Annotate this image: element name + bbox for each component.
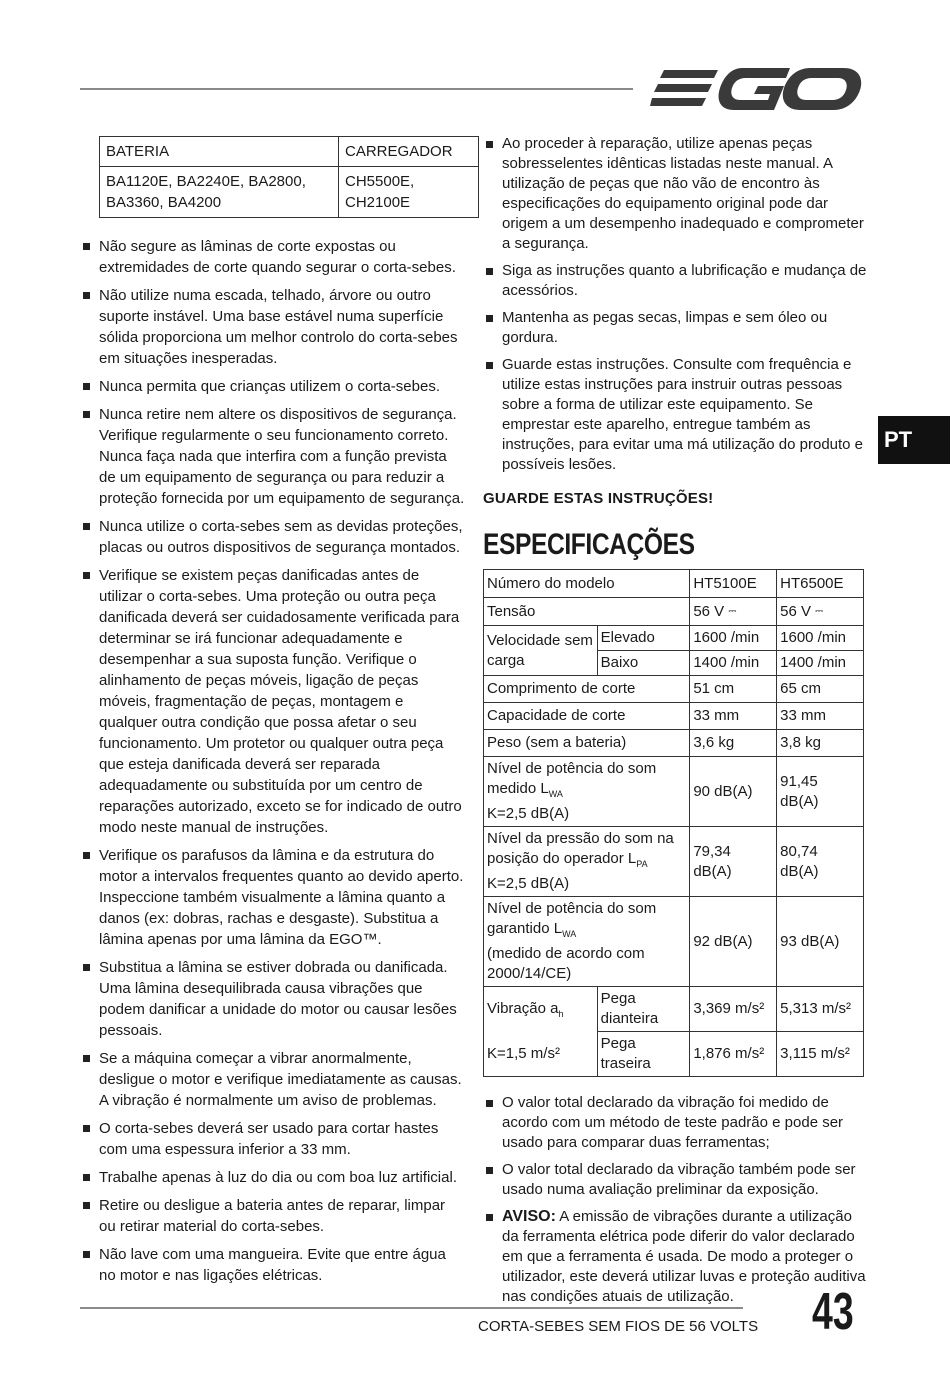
spec-value: HT6500E bbox=[777, 570, 864, 598]
spec-label bbox=[484, 987, 598, 1077]
battery-models: BA1120E, BA2240E, BA2800, BA3360, BA4200 bbox=[100, 167, 339, 218]
voltage-value: 56 V bbox=[693, 602, 725, 620]
spec-value: 79,34 dB(A) bbox=[690, 827, 777, 897]
charger-header: CARREGADOR bbox=[339, 137, 479, 167]
spec-value: 92 dB(A) bbox=[690, 897, 777, 987]
spec-sublabel: Pega dianteira bbox=[597, 987, 690, 1032]
voltage-value: 56 V bbox=[780, 602, 811, 620]
spec-value: 1600 /min bbox=[690, 626, 777, 651]
list-item: Nunca permita que crianças utilizem o corta-sebes. bbox=[80, 376, 465, 397]
spec-value: 1400 /min bbox=[777, 651, 864, 676]
list-item: Verifique se existem peças danificadas antes de utilizar o corta-sebes. Uma proteção ou outra peça danificada deverá ser cuidadosamente verificada para determinar se irá funcionar adequadamente e desempenhar a sua suposta função. Verifique o alinhamento de peças móveis, ligação de peças móveis, fragmentação de peças, montagem e qualquer outra condição que possa afetar o seu funcionamento. Um protetor ou qualquer outra peça que esteja danificada deverá ser reparada adequadamente ou substituída por um centro de reparações autorizado, exceto se for indicado de outro modo neste manual de instruções. bbox=[80, 565, 465, 838]
label-text: Vibração a bbox=[487, 1000, 559, 1017]
save-instructions-heading: GUARDE ESTAS INSTRUÇÕES! bbox=[483, 490, 714, 507]
spec-value: 93 dB(A) bbox=[777, 897, 864, 987]
list-item: Ao proceder à reparação, utilize apenas peças sobresselentes idênticas listadas neste manual. A utilização de peças que não vão de encontro às especificações do equipamento original pode dar origem a um desempenho inadequado e comprometer a segurança. bbox=[483, 134, 868, 254]
spec-value: 3,369 m/s² bbox=[690, 987, 777, 1032]
spec-value: 1600 /min bbox=[777, 626, 864, 651]
list-item: Não lave com uma mangueira. Evite que entre água no motor e nas ligações elétricas. bbox=[80, 1244, 465, 1286]
list-item: Nunca retire nem altere os dispositivos de segurança. Verifique regularmente o seu funcionamento correto. Nunca faça nada que interfira com a função prevista de um equipamento de segurança ou para reduzir a proteção fornecida por um equipamento de segurança. bbox=[80, 404, 465, 509]
spec-value: 90 dB(A) bbox=[690, 757, 777, 827]
right-column bbox=[483, 134, 868, 1314]
list-item: Trabalhe apenas à luz do dia ou com boa luz artificial. bbox=[80, 1167, 465, 1188]
subscript: WA bbox=[548, 789, 563, 799]
label-text: K=1,5 m/s² bbox=[487, 1045, 560, 1062]
spec-value: 91,45 dB(A) bbox=[777, 757, 864, 827]
warning-text: A emissão de vibrações durante a utilização da ferramenta elétrica pode diferir do valor declarado em que a ferramenta é usada. De modo a proteger o utilizador, este deverá utilizar luvas e proteção auditiva nas condições atuais de utilização. bbox=[502, 1208, 866, 1305]
list-item: O corta-sebes deverá ser usado para cortar hastes com uma espessura inferior a 33 mm. bbox=[80, 1118, 465, 1160]
header-rule bbox=[80, 88, 633, 90]
language-tab: PT bbox=[878, 416, 950, 464]
spec-label bbox=[484, 757, 690, 827]
subscript: PA bbox=[636, 859, 648, 869]
list-item: Não utilize numa escada, telhado, árvore ou outro suporte instável. Uma base estável numa superfície sólida proporciona um melhor controlo do corta-sebes em situações inesperadas. bbox=[80, 285, 465, 369]
spec-value: 1,876 m/s² bbox=[690, 1032, 777, 1077]
spec-value: 33 mm bbox=[777, 703, 864, 730]
label-text: Nível de potência do som garantido L bbox=[487, 900, 657, 937]
spec-value: 5,313 m/s² bbox=[777, 987, 864, 1032]
list-item: Substitua a lâmina se estiver dobrada ou danificada. Uma lâmina desequilibrada causa vibrações que podem danificar a unidade do motor ou causar lesões pessoais. bbox=[80, 957, 465, 1041]
spec-value: 33 mm bbox=[690, 703, 777, 730]
list-item: O valor total declarado da vibração também pode ser usado numa avaliação preliminar da exposição. bbox=[483, 1160, 868, 1200]
spec-value bbox=[690, 598, 777, 626]
spec-value: 3,6 kg bbox=[690, 730, 777, 757]
spec-label bbox=[484, 827, 690, 897]
list-item: Mantenha as pegas secas, limpas e sem óleo ou gordura. bbox=[483, 308, 868, 348]
spec-value: 65 cm bbox=[777, 676, 864, 703]
spec-label bbox=[484, 897, 690, 987]
label-text: K=2,5 dB(A) bbox=[487, 875, 570, 892]
spec-value: 3,115 m/s² bbox=[777, 1032, 864, 1077]
list-item: Se a máquina começar a vibrar anormalmente, desligue o motor e verifique imediatamente as causas. A vibração é normalmente um aviso de problemas. bbox=[80, 1048, 465, 1111]
dc-icon: ⎓ bbox=[815, 605, 824, 617]
vibration-notes bbox=[483, 1093, 868, 1307]
spec-sublabel: Elevado bbox=[597, 626, 690, 651]
safety-list bbox=[80, 236, 465, 1286]
spec-value: 51 cm bbox=[690, 676, 777, 703]
spec-value bbox=[777, 598, 864, 626]
spec-label: Velocidade sem carga bbox=[484, 626, 598, 676]
list-item: Guarde estas instruções. Consulte com frequência e utilize estas instruções para instruir outras pessoas sobre a forma de utilizar este equipamento. Se emprestar este aparelho, entregue também as instruções, para evitar uma má utilização do produto e possíveis lesões. bbox=[483, 355, 868, 475]
spec-label: Número do modelo bbox=[484, 570, 690, 598]
spec-label: Comprimento de corte bbox=[484, 676, 690, 703]
spec-label: Capacidade de corte bbox=[484, 703, 690, 730]
list-item: Não segure as lâminas de corte expostas ou extremidades de corte quando segurar o corta-sebes. bbox=[80, 236, 465, 278]
list-item: Nunca utilize o corta-sebes sem as devidas proteções, placas ou outros dispositivos de segurança montados. bbox=[80, 516, 465, 558]
spec-value: 3,8 kg bbox=[777, 730, 864, 757]
subscript: h bbox=[558, 1009, 564, 1019]
left-column bbox=[80, 136, 465, 1293]
spec-value: 80,74 dB(A) bbox=[777, 827, 864, 897]
dc-icon: ⎓ bbox=[728, 605, 737, 617]
list-item: O valor total declarado da vibração foi medido de acordo com um método de teste padrão e pode ser usado para comparar duas ferramentas; bbox=[483, 1093, 868, 1153]
specifications-table bbox=[483, 569, 864, 1077]
list-item: Siga as instruções quanto a lubrificação e mudança de acessórios. bbox=[483, 261, 868, 301]
subscript: WA bbox=[562, 929, 577, 939]
spec-sublabel: Pega traseira bbox=[597, 1032, 690, 1077]
label-text: (medido de acordo com 2000/14/CE) bbox=[487, 945, 645, 982]
label-text: Nível de potência do som medido L bbox=[487, 760, 657, 797]
list-item: Retire ou desligue a bateria antes de reparar, limpar ou retirar material do corta-sebes. bbox=[80, 1195, 465, 1237]
list-item: Verifique os parafusos da lâmina e da estrutura do motor a intervalos frequentes quanto ao devido aperto. Inspeccione também visualmente a lâmina quanto a danos (ex: dobras, rachas e desgaste). Substitua a lâmina apenas por uma lâmina da EGO™. bbox=[80, 845, 465, 950]
warning-item bbox=[483, 1207, 868, 1307]
page-number: 43 bbox=[812, 1283, 854, 1341]
spec-label: Peso (sem a bateria) bbox=[484, 730, 690, 757]
maintenance-list bbox=[483, 134, 868, 475]
battery-table bbox=[99, 136, 479, 218]
specifications-title: ESPECIFICAÇÕES bbox=[483, 528, 695, 561]
spec-value: 1400 /min bbox=[690, 651, 777, 676]
label-text: Nível da pressão do som na posição do operador L bbox=[487, 830, 674, 867]
battery-header: BATERIA bbox=[100, 137, 339, 167]
spec-value: HT5100E bbox=[690, 570, 777, 598]
spec-sublabel: Baixo bbox=[597, 651, 690, 676]
label-text: K=2,5 dB(A) bbox=[487, 805, 570, 822]
ego-logo bbox=[650, 64, 862, 114]
footer-rule bbox=[80, 1307, 743, 1309]
spec-label: Tensão bbox=[484, 598, 690, 626]
warning-label: AVISO: bbox=[502, 1208, 556, 1225]
footer-title: CORTA-SEBES SEM FIOS DE 56 VOLTS bbox=[478, 1318, 759, 1335]
charger-models: CH5500E, CH2100E bbox=[339, 167, 479, 218]
